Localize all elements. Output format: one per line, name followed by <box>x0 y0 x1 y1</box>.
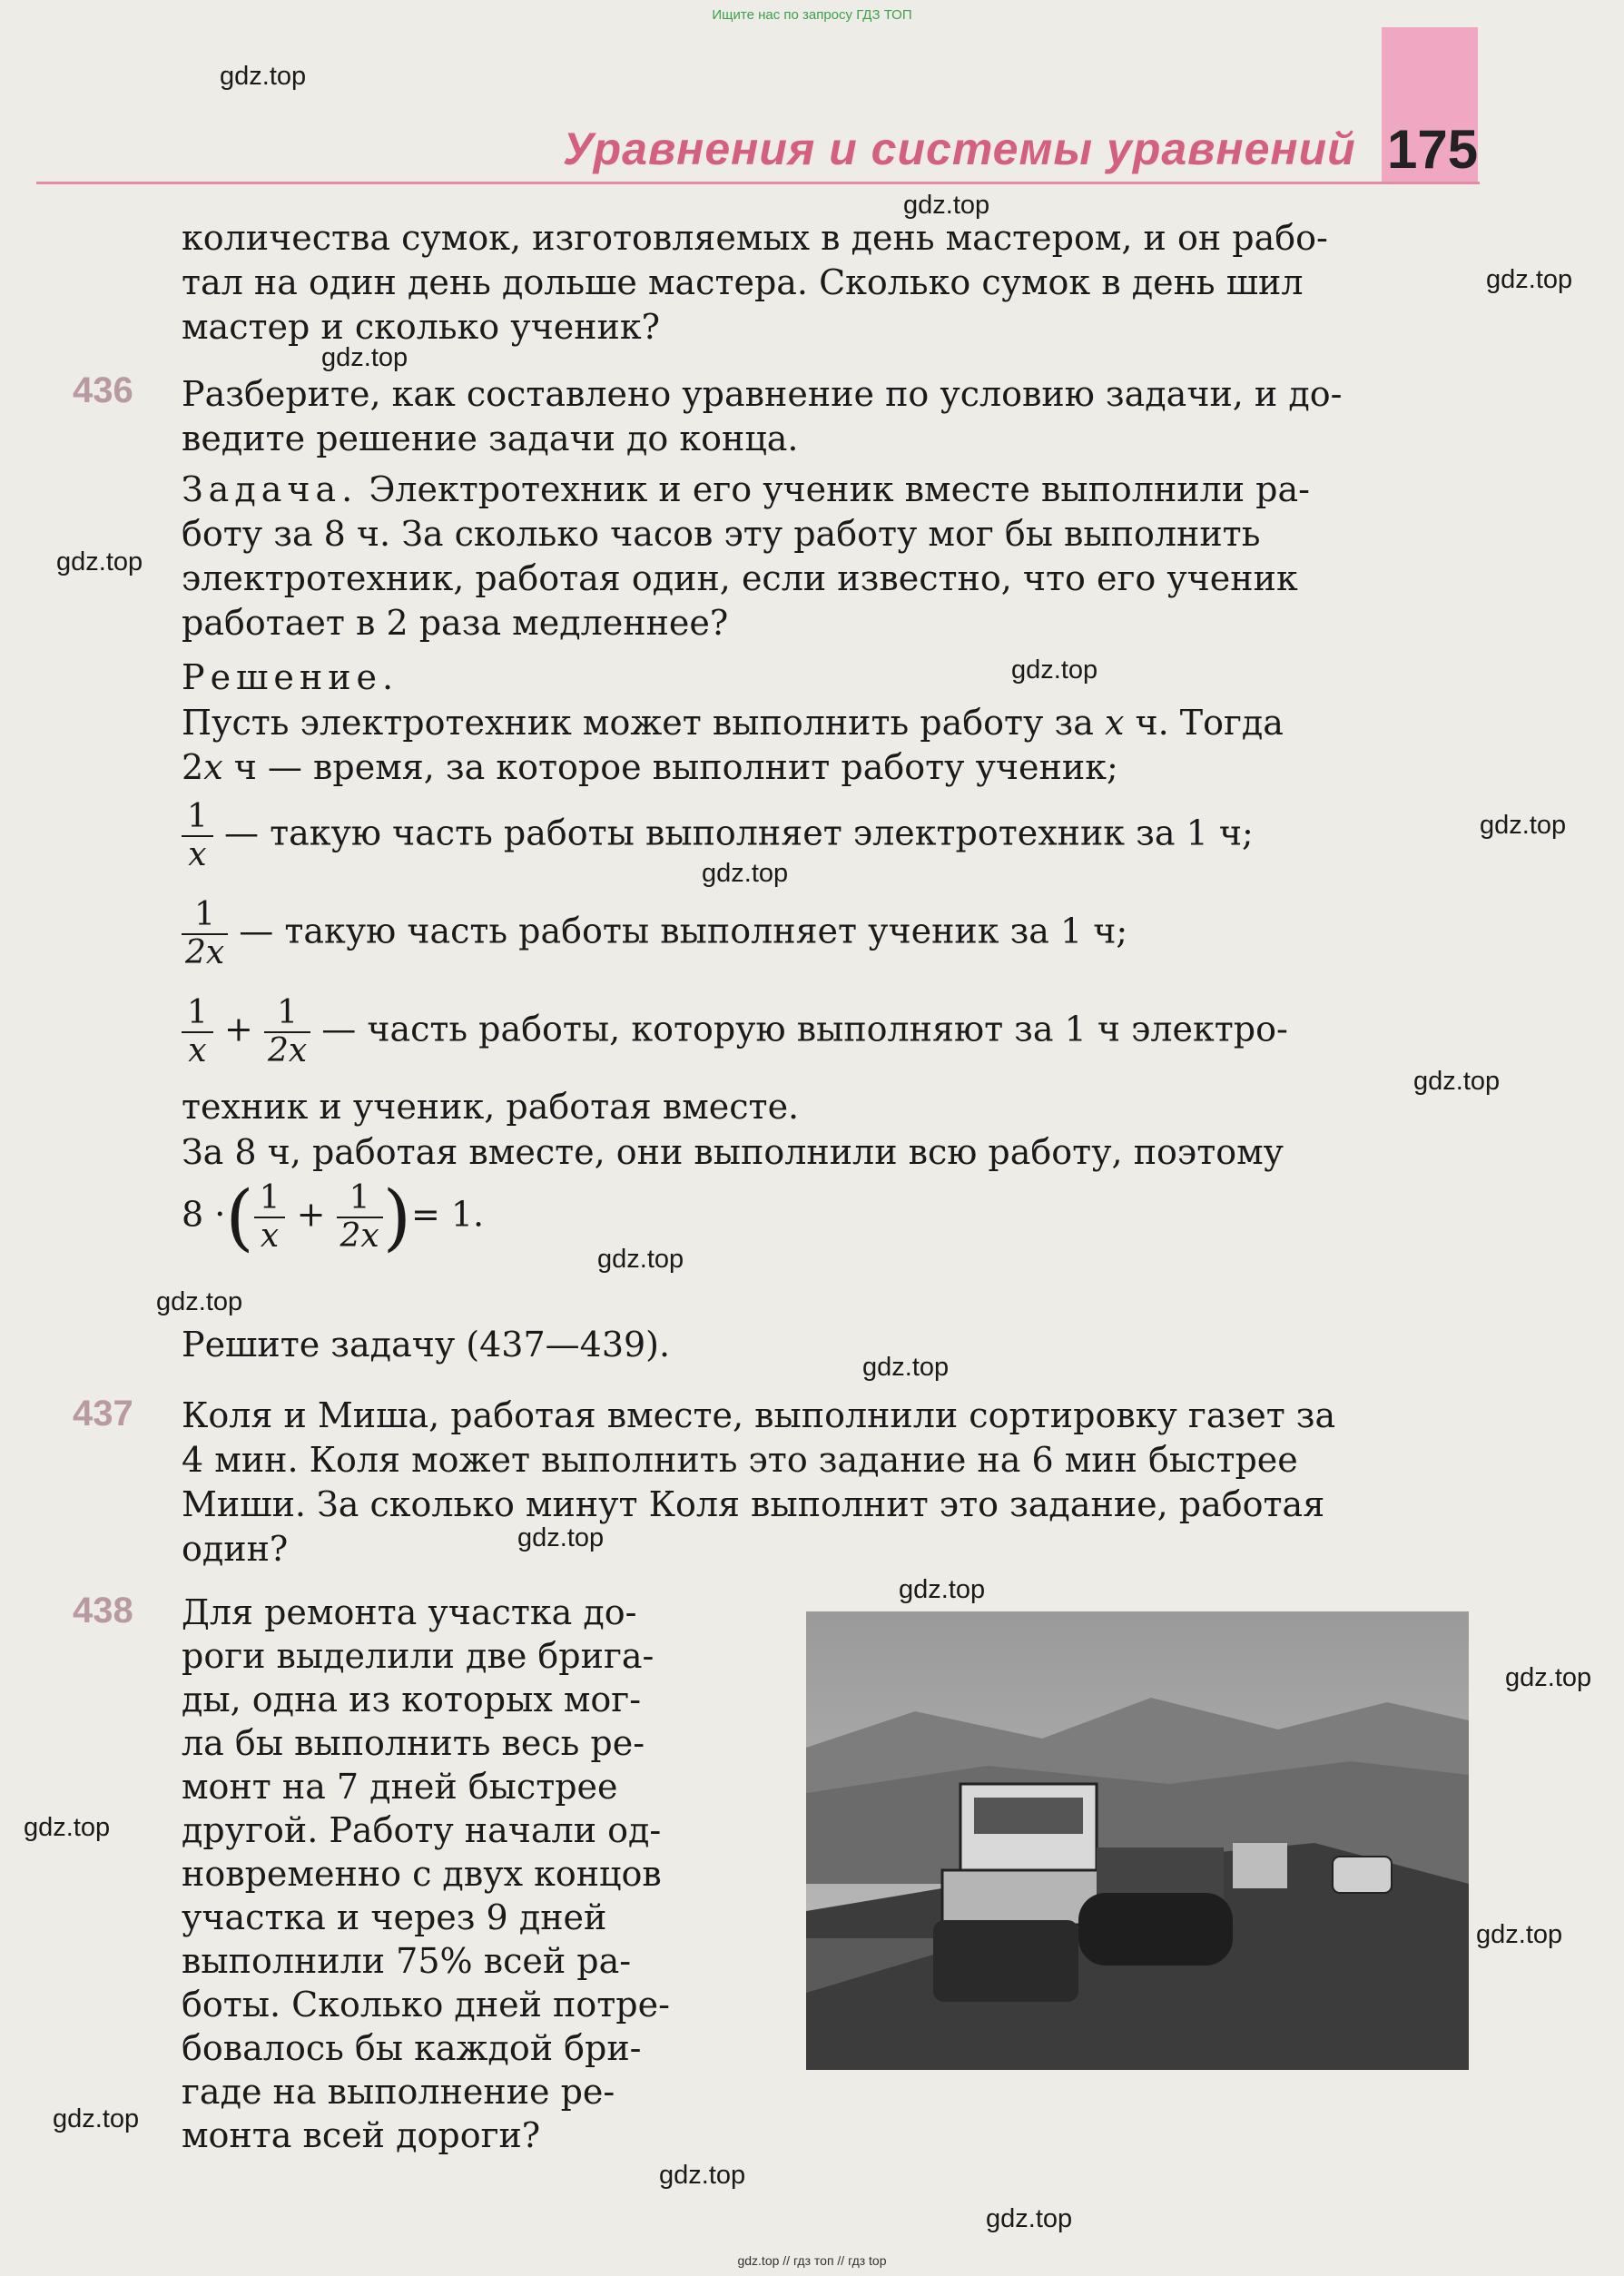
problem-line: Задача. Электротехник и его ученик вместе выполнили ра- <box>182 469 1310 509</box>
solution-line: За 8 ч, работая вместе, они выполнили всю работу, поэтому <box>182 1132 1284 1172</box>
continuation-line: мастер и сколько ученик? <box>182 307 661 347</box>
chapter-title: Уравнения и системы уравнений <box>563 123 1356 174</box>
solution-line: 2x ч — время, за которое выполнит работу ученик; <box>182 747 1118 787</box>
solution-line: техник и ученик, работая вместе. <box>182 1087 800 1127</box>
task-line: бовалось бы каждой бри- <box>182 2028 642 2068</box>
watermark: gdz.top <box>24 1813 111 1842</box>
fraction: $\frac{1}{x}$ <box>182 995 213 1069</box>
watermark: gdz.top <box>53 2104 140 2133</box>
watermark: gdz.top <box>1505 1663 1592 1692</box>
watermark: gdz.top <box>1480 811 1567 840</box>
fraction: $\frac{1}{x}$ <box>182 799 213 873</box>
task-number: 437 <box>73 1394 133 1434</box>
task-intro-line: Разберите, как составлено уравнение по условию задачи, и до- <box>182 374 1343 414</box>
watermark: gdz.top <box>862 1353 950 1382</box>
fraction-line: $\frac{1}{2x}$ — такую часть работы выполняет ученик за 1 ч; <box>182 897 1127 971</box>
watermark: gdz.top <box>321 343 408 372</box>
watermark: gdz.top <box>597 1245 684 1274</box>
continuation-line: количества сумок, изготовляемых в день мастером, и он рабо- <box>182 218 1328 258</box>
watermark: gdz.top <box>1011 655 1098 685</box>
task-line: ла бы выполнить весь ре- <box>182 1723 645 1763</box>
task-line: роги выделили две бригa- <box>182 1636 655 1676</box>
watermark: gdz.top <box>1413 1067 1501 1096</box>
fraction: $\frac{1}{2x}$ <box>264 995 310 1069</box>
solution-label: Решение. <box>182 657 399 697</box>
watermark: gdz.top <box>986 2204 1073 2233</box>
task-line: боты. Сколько дней потре- <box>182 1985 670 2025</box>
solve-prompt: Решите задачу (437—439). <box>182 1325 671 1365</box>
watermark: gdz.top <box>156 1287 243 1316</box>
watermark: gdz.top <box>702 859 789 888</box>
problem-line: боту за 8 ч. За сколько часов эту работу мог бы выполнить <box>182 514 1261 554</box>
task-line: Для ремонта участка до- <box>182 1592 637 1632</box>
fraction-line: $\frac{1}{x}$ + $\frac{1}{2x}$ — часть работы, которую выполняют за 1 ч электро- <box>182 995 1288 1069</box>
fraction-line: $\frac{1}{x}$ — такую часть работы выполняет электротехник за 1 ч; <box>182 799 1254 873</box>
watermark: gdz.top <box>1486 265 1573 294</box>
task-number: 438 <box>73 1591 133 1631</box>
road-roller-photo <box>806 1611 1469 2070</box>
task-number: 436 <box>73 370 133 410</box>
watermark: gdz.top <box>1476 1920 1563 1949</box>
solution-line: Пусть электротехник может выполнить работу за x ч. Тогда <box>182 703 1284 743</box>
equation: 8 ·( $\frac{1}{x}$ + $\frac{1}{2x}$ )= 1. <box>182 1175 485 1259</box>
problem-line: работает в 2 раза медленнее? <box>182 603 729 643</box>
task-line: новременно с двух концов <box>182 1854 662 1894</box>
task-line: гаде на выполнение ре- <box>182 2072 615 2112</box>
watermark: gdz.top <box>517 1523 605 1552</box>
bottom-note: gdz.top // гдз топ // гдз top <box>737 2253 887 2268</box>
header-rule <box>36 182 1480 184</box>
task-line: ды, одна из которых мог- <box>182 1680 642 1719</box>
task-intro-line: ведите решение задачи до конца. <box>182 419 799 458</box>
watermark: gdz.top <box>903 191 990 220</box>
task-line: один? <box>182 1529 289 1569</box>
fraction: $\frac{1}{2x}$ <box>182 897 228 971</box>
task-line: 4 мин. Коля может выполнить это задание на 6 мин быстрее <box>182 1440 1298 1480</box>
top-note: Ищите нас по запросу ГДЗ ТОП <box>712 7 912 23</box>
task-line: монта всей дороги? <box>182 2115 541 2155</box>
task-line: другой. Работу начали од- <box>182 1810 662 1850</box>
task-line: Коля и Миша, работая вместе, выполнили сортировку газет за <box>182 1395 1336 1435</box>
task-line: участка и через 9 дней <box>182 1897 607 1937</box>
page-number: 175 <box>1387 119 1479 180</box>
watermark: gdz.top <box>220 62 307 91</box>
watermark: gdz.top <box>899 1575 986 1604</box>
watermark: gdz.top <box>659 2161 746 2190</box>
task-line: монт на 7 дней быстрее <box>182 1767 618 1807</box>
problem-line: электротехник, работая один, если известно, что его ученик <box>182 558 1298 598</box>
task-line: Миши. За сколько минут Коля выполнит это задание, работая <box>182 1484 1325 1524</box>
watermark: gdz.top <box>56 547 143 576</box>
problem-label: Задача. <box>182 469 359 509</box>
continuation-line: тал на один день дольше мастера. Сколько сумок в день шил <box>182 262 1304 302</box>
task-line: выполнили 75% всей ра- <box>182 1941 632 1981</box>
